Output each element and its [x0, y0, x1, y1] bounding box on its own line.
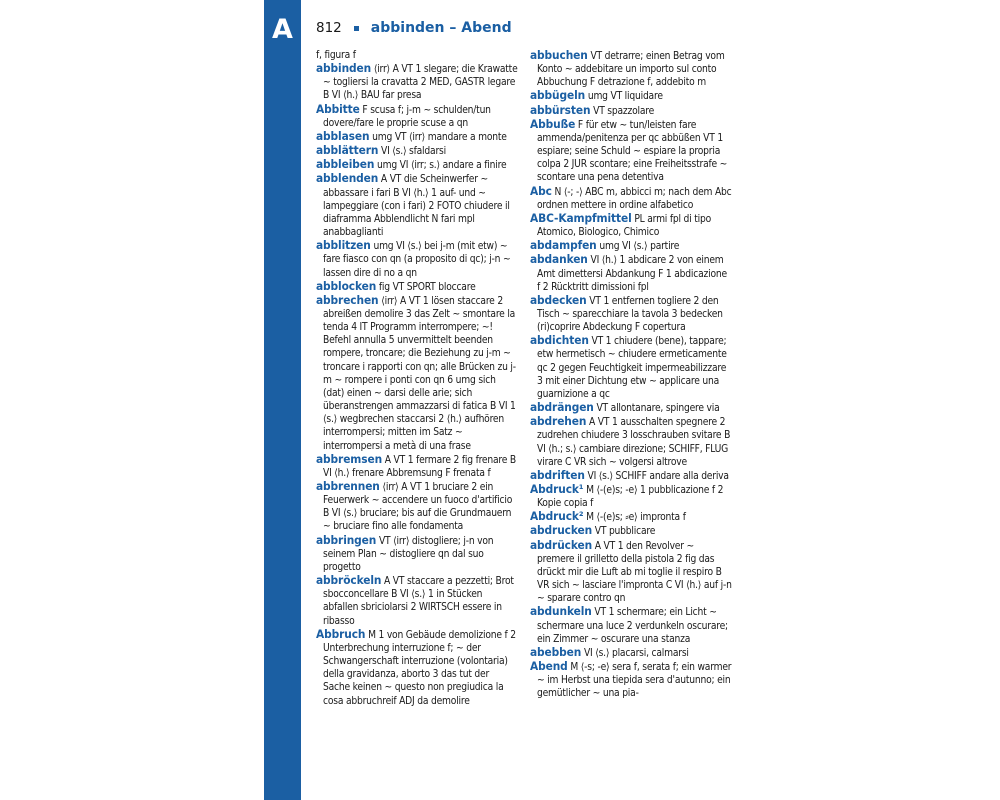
entry-body: VT 1 entfernen togliere 2 den Tisch ~ sparecchiare la tavola 3 bedecken (ri)coprire Abdeckung F copertura [537, 295, 723, 334]
entry-headword: abblitzen [316, 238, 371, 253]
dictionary-entry [316, 103, 518, 130]
entry-body: M ⟨-(e)s; ⸗e⟩ impronta f [586, 512, 686, 524]
entry-body: N ⟨-; -⟩ ABC m, abbicci m; nach dem Abc ordnen mettere in ordine alfabetico [537, 186, 732, 211]
dictionary-entry [530, 401, 732, 415]
entry-headword: abebben [530, 644, 582, 659]
thumb-index-letter: A [272, 14, 293, 45]
entry-headword: Abbruch [316, 626, 366, 641]
entry-headword: Abend [530, 659, 568, 674]
entry-headword: abbremsen [316, 451, 383, 466]
entry-body: VT 1 schermare; ein Licht ~ schermare una luce 2 verdunkeln oscurare; ein Zimmer ~ oscurare una stanza [537, 607, 728, 645]
page-header [316, 18, 512, 38]
dictionary-entry [530, 415, 732, 469]
entry-headword: abbürsten [530, 102, 591, 117]
entry-body: umg VI ⟨irr; s.⟩ andare a finire [377, 160, 507, 172]
entry-headword: Abdruck² [530, 509, 584, 524]
dictionary-entry [316, 172, 518, 239]
entry-headword: abdrehen [530, 414, 587, 429]
entry-body: umg VI ⟨s.⟩ bei j-m (mit etw) ~ fare fiasco con qn (a proposito di qc); j-n ~ lassen dire di no a qn [323, 241, 511, 279]
entry-headword: abblasen [316, 128, 370, 143]
page-number: 812 [316, 20, 342, 36]
dictionary-entry [530, 510, 732, 524]
entry-body: F scusa f; j-m ~ schulden/tun dovere/fare le proprie scuse a qn [323, 104, 491, 129]
entry-body: ⟨irr⟩ A VT 1 bruciare 2 ein Feuerwerk ~ accendere un fuoco d'artificio B VI ⟨s.⟩ bruciare; bis auf die Grundmauern ~ bruciare fino alle fondamenta [323, 482, 513, 533]
entry-headword: abdichten [530, 333, 589, 348]
dictionary-entry [316, 294, 518, 453]
entry-body: PL armi fpl di tipo Atomico, Biologico, Chimico [537, 213, 711, 239]
entry-body: ⟨irr⟩ A VT 1 lösen staccare 2 abreißen demolire 3 das Zelt ~ smontare la tenda 4 IT Programm interrompere; ~! Befehl annulla 5 unvermittelt beenden rompere, troncare; die Beziehung zu j-m ~ troncare i rapporti con qn; alle Brücken zu j-m ~ rompere i ponti con qn 6 umg sich (dat) einen ~ darsi delle arie; sich überanstrengen ammazzarsi di fatica B VI 1 ⟨s.⟩ wegbrechen staccarsi 2 ⟨h.⟩ aufhören interrompersi; mitten im Satz ~ interrompersi a metà di una frase [323, 295, 516, 452]
entry-body: VT 1 chiudere (bene), tappare; etw hermetisch ~ chiudere ermeticamente qc 2 gegen Feuchtigkeit impermeabilizzare 3 mit einer Dichtung etw ~ applicare una guarnizione a qc [537, 336, 727, 400]
entry-body: M ⟨-s; -e⟩ sera f, serata f; ein warmer ~ im Herbst una tiepida sera d'autunno; ein gemütlicher ~ una pia- [537, 662, 732, 700]
entry-body: A VT die Scheinwerfer ~ abbassare i fari B VI ⟨h.⟩ 1 auf- und ~ lampeggiare (con i fari) 2 FOTO chiudere il diaframma Abblendlicht N fari mpl anabbaglianti [323, 174, 510, 239]
entry-body: umg VT ⟨irr⟩ mandare a monte [372, 131, 507, 143]
entry-body: F für etw ~ tun/leisten fare ammenda/penitenza per qc abbüßen VT 1 espiare; seine Schuld ~ espiare la propria colpa 2 JUR scontare; eine Freiheitsstrafe ~ scontare una pena detentiva [537, 119, 728, 184]
dictionary-entry [530, 104, 732, 118]
entry-body: umg VI ⟨s.⟩ partire [599, 241, 680, 253]
dictionary-entry [316, 158, 518, 172]
entry-body: M 1 von Gebäude demolizione f 2 Unterbrechung interruzione f; ~ der Schwangerschaft interruzione (volontaria) della gravidanza, aborto 3 das tut der Sache keinen ~ questo non pregiudica la cosa abbruchreif ADJ da demolire [323, 629, 516, 707]
entry-headword: abbröckeln [316, 573, 382, 588]
dictionary-entry [316, 534, 518, 574]
dictionary-entry [316, 480, 518, 534]
entry-headword: abdunkeln [530, 604, 592, 619]
dictionary-entry [316, 280, 518, 294]
dictionary-entry [530, 212, 732, 239]
dictionary-entry [530, 239, 732, 253]
dictionary-entry [530, 483, 732, 510]
dictionary-entry [530, 185, 732, 212]
dictionary-entry [530, 49, 732, 89]
entry-body: VI ⟨s.⟩ SCHIFF andare alla deriva [587, 470, 729, 482]
entry-headword: Abbitte [316, 101, 360, 116]
dictionary-column-left [316, 49, 518, 708]
dictionary-entry [530, 646, 732, 660]
entry-body: f, figura f [316, 50, 356, 61]
entry-body: umg VT liquidare [587, 91, 663, 103]
entry-body: VT allontanare, spingere via [596, 403, 720, 415]
entry-body: VT pubblicare [594, 526, 656, 538]
dictionary-entry [316, 62, 518, 102]
entry-body: A VT 1 ausschalten spegnere 2 zudrehen chiudere 3 losschrauben svitare B VI ⟨h.; s.⟩ cambiare direzione; SCHIFF, FLUG virare C VR sich ~ volgersi altrove [537, 417, 731, 468]
entry-headword: Abdruck¹ [530, 482, 584, 496]
entry-body: A VT 1 fermare 2 fig frenare B VI ⟨h.⟩ frenare Abbremsung F frenata f [323, 454, 516, 479]
entry-body: VT ⟨irr⟩ distogliere; j-n von seinem Plan ~ distogliere qn dal suo progetto [323, 535, 494, 573]
dictionary-entry [530, 89, 732, 103]
entry-headword: abblenden [316, 171, 379, 186]
entry-headword: ABC-Kampfmittel [530, 210, 632, 225]
dictionary-entry [530, 539, 732, 606]
entry-headword: abbinden [316, 61, 372, 76]
dictionary-entry [530, 253, 732, 293]
entry-headword: abdrucken [530, 523, 593, 538]
entry-headword: abdanken [530, 252, 588, 267]
dictionary-entry [530, 605, 732, 645]
entry-headword: abdecken [530, 292, 587, 307]
entry-body: VI ⟨s.⟩ placarsi, calmarsi [583, 647, 689, 659]
dictionary-entry [316, 130, 518, 144]
entry-headword: abbringen [316, 532, 377, 547]
entry-headword: Abc [530, 183, 552, 198]
dictionary-entry [530, 334, 732, 401]
dictionary-entry [316, 574, 518, 628]
entry-body: ⟨irr⟩ A VT 1 slegare; die Krawatte ~ togliersi la cravatta 2 MED, GASTR legare B VI ⟨h.⟩ BAU far presa [323, 64, 518, 102]
dictionary-entry [530, 294, 732, 334]
dictionary-entry [316, 628, 518, 708]
entry-headword: abblättern [316, 143, 379, 158]
entry-body: VT spazzolare [593, 105, 655, 117]
entry-body: fig VT SPORT bloccare [378, 281, 476, 293]
entry-body: M ⟨-(e)s; -e⟩ 1 pubblicazione f 2 Kopie copia f [537, 485, 724, 510]
entry-headword: abbleiben [316, 157, 375, 172]
entry-body: VI ⟨h.⟩ 1 abdicare 2 von einem Amt dimettersi Abdankung F 1 abdicazione f 2 Rücktritt dimissioni fpl [537, 255, 727, 293]
entry-body: A VT 1 den Revolver ~ premere il grilletto della pistola 2 fig das drückt mir die Luft ab mi toglie il respiro B VR sich ~ lasciare l'impronta C VI ⟨h.⟩ auf j-n ~ sparare contro qn [537, 540, 732, 605]
entry-headword: abbrechen [316, 292, 379, 307]
entry-body: A VT staccare a pezzetti; Brot sbocconcellare B VI ⟨s.⟩ 1 in Stücken abfallen sbriciolarsi 2 WIRTSCH essere in ribasso [323, 576, 514, 627]
dictionary-entry [530, 118, 732, 185]
entry-headword: abdrängen [530, 400, 594, 415]
entry-headword: abdrücken [530, 537, 593, 552]
entry-headword: Abbuße [530, 116, 576, 131]
dictionary-column-right [530, 49, 732, 701]
dictionary-entry [316, 453, 518, 480]
entry-headword: abbrennen [316, 479, 380, 493]
header-separator-icon [354, 26, 359, 31]
entry-body: VI ⟨s.⟩ sfaldarsi [381, 146, 446, 158]
entry-headword: abdampfen [530, 238, 597, 253]
entry-headword: abblocken [316, 278, 377, 293]
entry-headword: abbuchen [530, 48, 588, 62]
entry-headword: abdriften [530, 467, 585, 482]
running-head: abbinden – Abend [370, 20, 512, 36]
entry-body: VT detrarre; einen Betrag vom Konto ~ addebitare un importo sul conto Abbuchung F detrazione f, addebito m [537, 51, 725, 89]
entry-headword: abbügeln [530, 88, 586, 103]
thumb-index-tab [264, 0, 301, 800]
dictionary-entry [316, 239, 518, 279]
dictionary-entry [316, 144, 518, 158]
dictionary-entry [530, 469, 732, 483]
dictionary-entry [530, 524, 732, 538]
dictionary-entry [530, 660, 732, 700]
